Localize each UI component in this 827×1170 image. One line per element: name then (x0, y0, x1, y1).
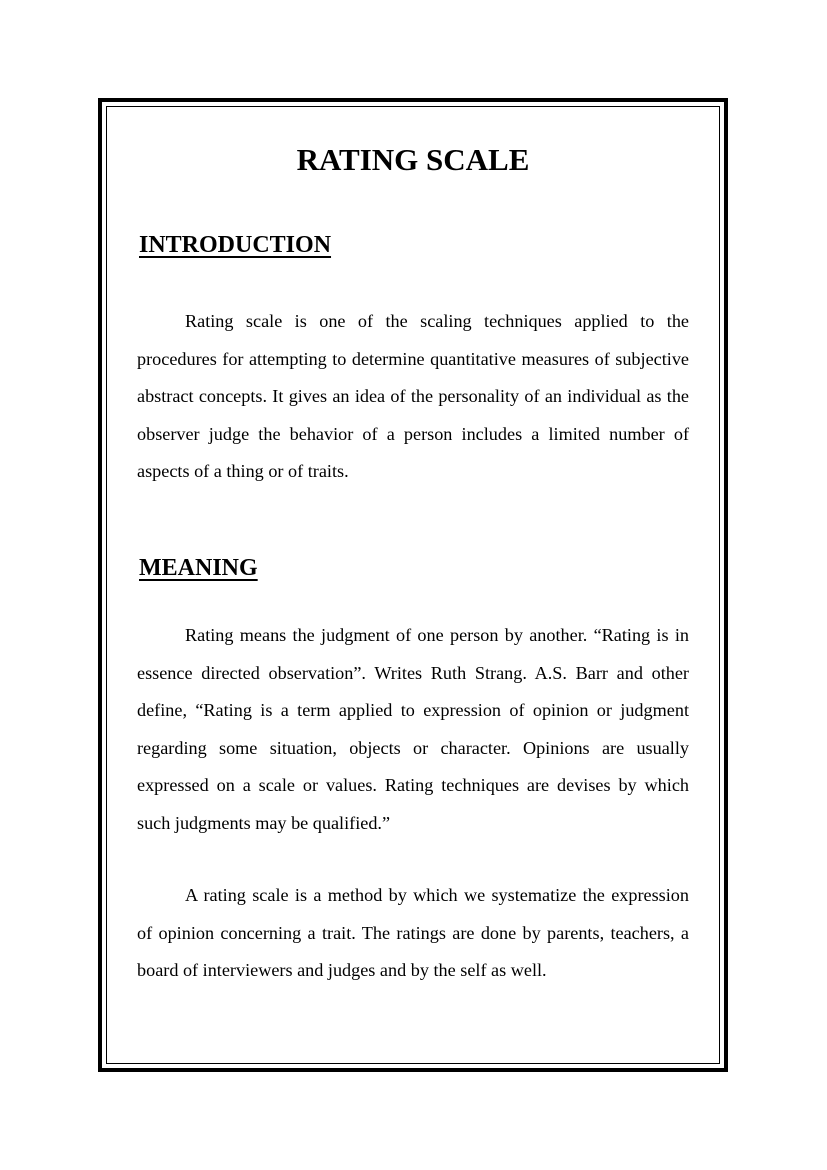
section-heading-introduction: INTRODUCTION (139, 232, 332, 258)
page-title: RATING SCALE (296, 142, 530, 177)
section-heading-meaning: MEANING (139, 555, 258, 581)
introduction-paragraph: Rating scale is one of the scaling techniques applied to the procedures for attempting to determine quantitative measures of subjective abstract concepts. It gives an idea of the personality of an individual as the observer judge the behavior of a person includes a limited number of aspects of a thing or of traits. (137, 311, 689, 481)
meaning-paragraph-1: Rating means the judgment of one person by another. “Rating is in essence directed observation”. Writes Ruth Strang. A.S. Barr and other define, “Rating is a term applied to expression of opinion or judgment regarding some situation, objects or character. Opinions are usually expressed on a scale or values. Rating techniques are devises by which such judgments may be qualified.” (137, 625, 689, 833)
meaning-paragraph-2: A rating scale is a method by which we systematize the expression of opinion concerning a trait. The ratings are done by parents, teachers, a board of interviewers and judges and by the self as well. (137, 885, 689, 980)
